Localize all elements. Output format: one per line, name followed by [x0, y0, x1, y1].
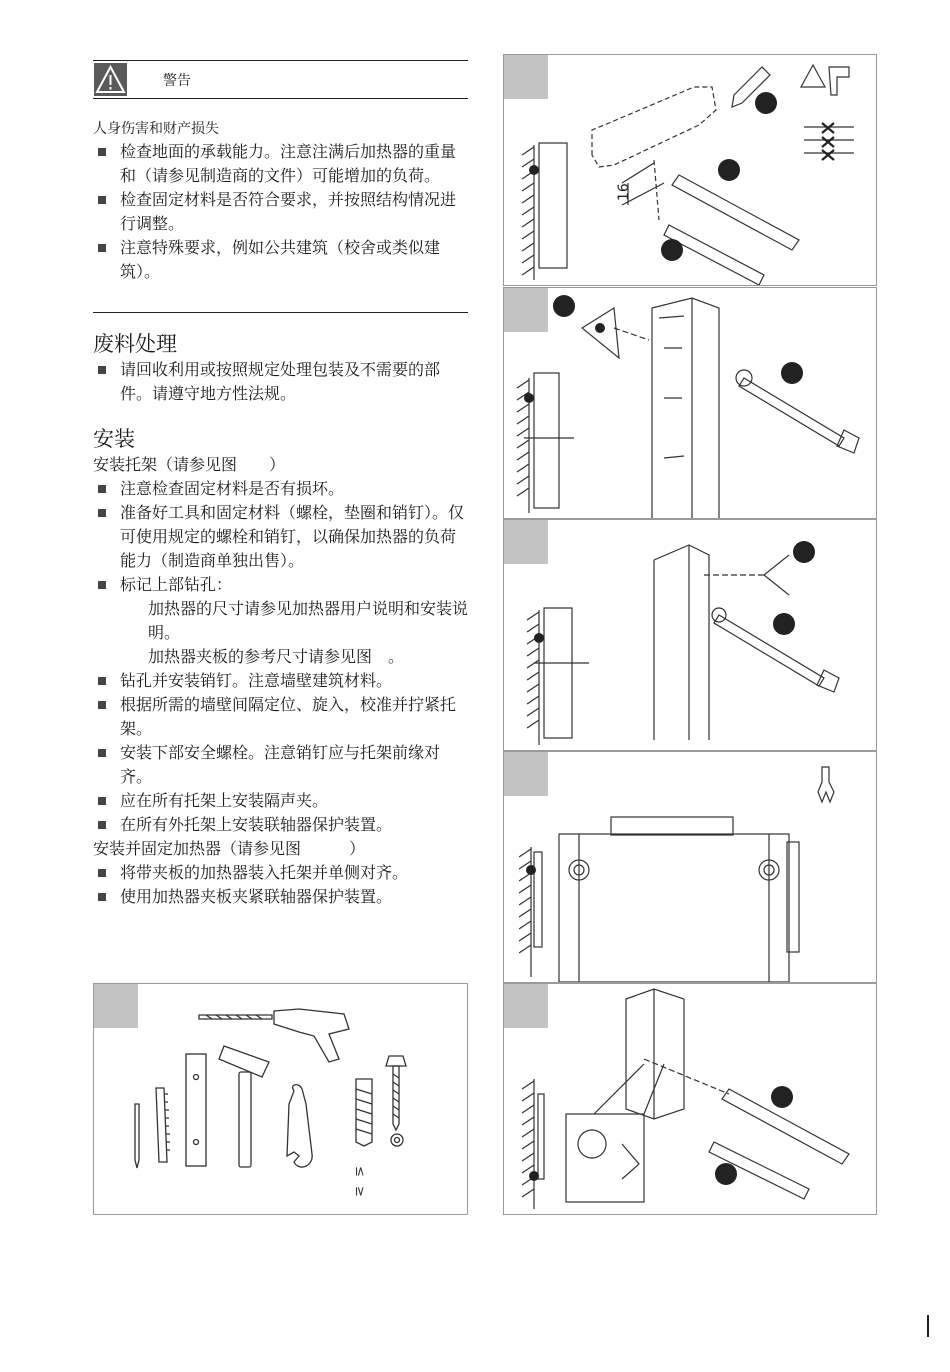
step-marker	[661, 239, 683, 261]
eye-symbol-icon	[622, 1144, 639, 1179]
step-marker	[793, 541, 815, 563]
lower-anchor-illustration	[504, 984, 876, 1214]
disposal-list	[93, 358, 468, 406]
spanner-icon	[287, 1085, 312, 1167]
screw-icon	[386, 1056, 406, 1066]
tools-illustration	[94, 984, 467, 1214]
heater-outline	[534, 373, 559, 508]
warning-header	[93, 60, 468, 99]
list-item: 检查地面的承载能力。注意注满后加热器的重量和（请参见制造商的文件）可能增加的负荷。	[93, 140, 468, 188]
list-item: 将带夹板的加热器装入托架并单侧对齐。	[93, 861, 468, 885]
template-plate	[592, 87, 716, 167]
tools-symbol-1: ≤	[352, 1166, 367, 1177]
installation-section	[93, 425, 468, 909]
step-marker	[715, 1163, 737, 1185]
warning-triangle-icon	[801, 65, 825, 87]
screw-icon	[714, 615, 824, 686]
safety-screw-illustration	[504, 520, 876, 750]
dimension-label: 16	[616, 183, 632, 201]
tools-symbol-2: ≥	[352, 1186, 367, 1197]
warning-intro: 人身伤害和财产损失	[93, 121, 219, 137]
installation-title: 安装	[93, 427, 135, 451]
bracket-icon	[626, 989, 684, 1119]
mark-holes-illustration	[504, 55, 876, 285]
tools-figure	[93, 983, 468, 1215]
spirit-level-icon	[186, 1054, 206, 1166]
bracket-icon	[652, 298, 719, 518]
wall-plug-icon	[356, 1079, 372, 1146]
step-marker	[718, 159, 740, 181]
list-item: 准备好工具和固定材料（螺栓，垫圈和销钉）。仅可使用规定的螺栓和销钉，以确保加热器的负荷能力（制造商单独出售）。	[93, 501, 468, 573]
warning-body	[93, 118, 468, 284]
figure-mark-holes	[503, 54, 877, 286]
figure-safety-screw	[503, 519, 877, 751]
step-marker	[773, 613, 795, 635]
drill-bit-icon	[672, 175, 799, 250]
bracket-heading: 安装托架（请参见图 ）	[93, 455, 286, 474]
warning-triangle-icon	[94, 63, 127, 96]
pencil-icon	[135, 1104, 139, 1168]
step-marker	[781, 362, 803, 384]
list-item: 安装下部安全螺栓。注意销钉应与托架前缘对齐。	[93, 741, 468, 789]
disposal-section	[93, 330, 468, 406]
align-heater-illustration	[504, 752, 876, 982]
figure-align-heater	[503, 751, 877, 983]
bracket-steps	[93, 477, 468, 597]
detail-hole	[578, 1130, 606, 1158]
eye-symbol-icon	[582, 308, 619, 358]
warning-list	[93, 140, 468, 284]
spirit-level-icon	[611, 817, 733, 835]
eye-symbol-icon	[764, 555, 789, 595]
sub-note-1: 加热器的尺寸请参见加热器用户说明和安装说明。	[148, 599, 469, 642]
page-edge-marker	[927, 1315, 929, 1337]
folding-rule-icon	[156, 1088, 167, 1162]
heater-steps	[93, 861, 468, 909]
heater-outline	[544, 608, 572, 738]
detail-inset	[566, 1114, 644, 1202]
power-drill-icon	[274, 1009, 349, 1062]
step-marker	[755, 92, 777, 114]
list-item: 根据所需的墙壁间隔定位、旋入，校准并拧紧托架。	[93, 693, 468, 741]
figure-lower-anchor	[503, 983, 877, 1215]
step-marker	[553, 295, 575, 317]
list-item: 检查固定材料是否符合要求，并按照结构情况进行调整。	[93, 188, 468, 236]
heater-outline	[559, 834, 789, 982]
list-item: 标记上部钻孔：	[93, 573, 468, 597]
list-item: 注意特殊要求，例如公共建筑（校舍或类似建筑）。	[93, 236, 468, 284]
bracket-icon	[654, 545, 709, 740]
step-marker	[771, 1086, 793, 1108]
disposal-title: 废料处理	[93, 332, 177, 356]
list-item: 使用加热器夹板夹紧联轴器保护装置。	[93, 885, 468, 909]
list-item: 注意检查固定材料是否有损坏。	[93, 477, 468, 501]
figure-mount-bracket	[503, 287, 877, 519]
drill-symbol-icon	[829, 67, 849, 95]
list-item: 钻孔并安装销钉。注意墙壁建筑材料。	[93, 669, 468, 693]
bracket-steps-2	[93, 669, 468, 837]
warning-divider	[93, 312, 468, 313]
screw-icon	[739, 378, 844, 446]
warning-title: 警告	[163, 73, 191, 89]
heater-heading: 安装并固定加热器（请参见图 ）	[93, 839, 366, 858]
mount-bracket-illustration	[504, 288, 876, 518]
washer-icon	[391, 1134, 403, 1146]
heater-outline	[539, 143, 567, 268]
spanner-icon	[818, 767, 834, 802]
list-item: 在所有外托架上安装联轴器保护装置。	[93, 813, 468, 837]
sub-note-2: 加热器夹板的参考尺寸请参见图 。	[148, 647, 405, 666]
list-item: 应在所有托架上安装隔声夹。	[93, 789, 468, 813]
list-item: 请回收利用或按照规定处理包装及不需要的部件。请遵守地方性法规。	[93, 358, 468, 406]
